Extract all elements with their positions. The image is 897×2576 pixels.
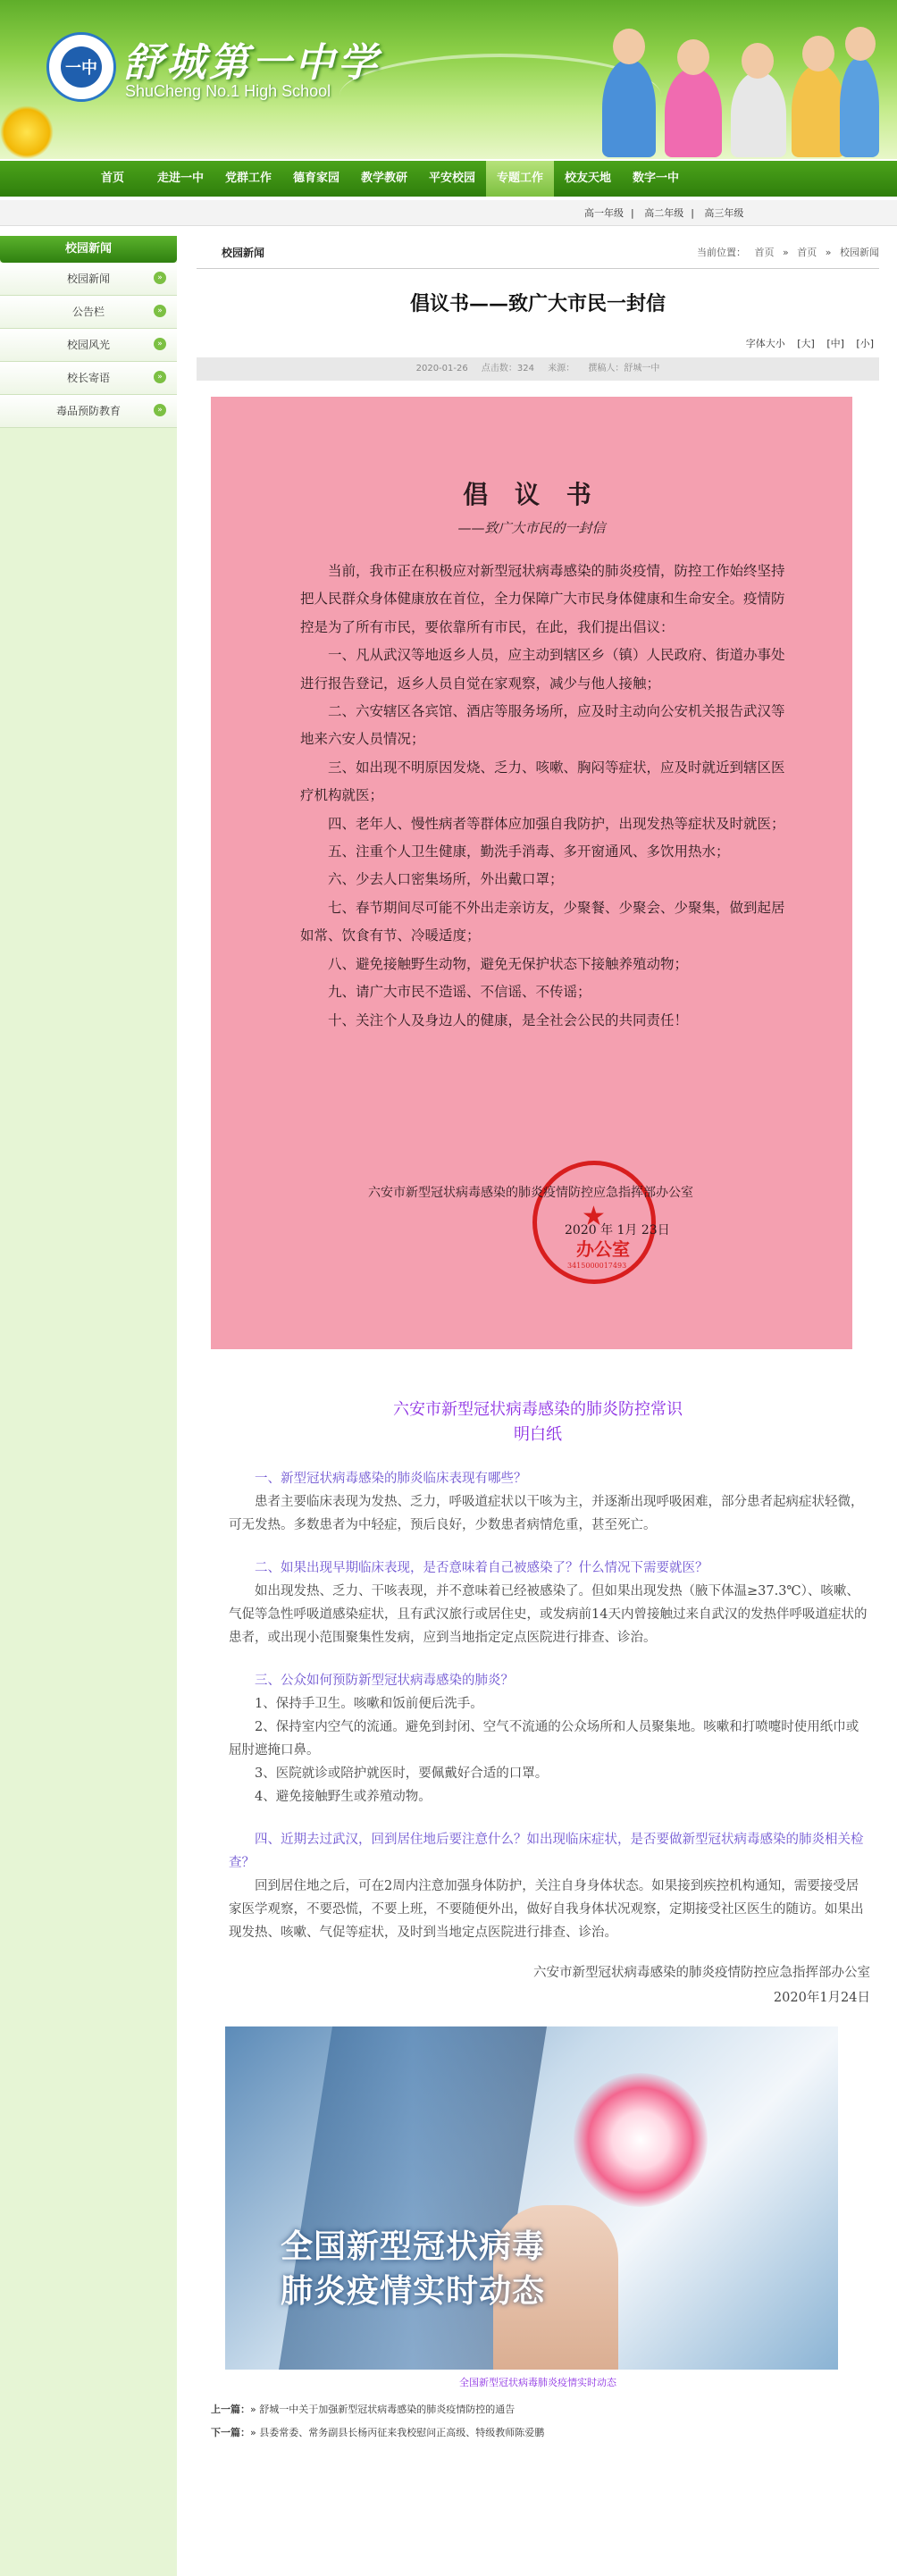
letter-paragraph: 一、凡从武汉等地返乡人员，应主动到辖区乡（镇）人民政府、街道办事处进行报告登记，返乡人员自觉在家观察，减少与他人接触； bbox=[300, 647, 785, 692]
list-item: 1、保持手卫生。咳嗽和饭前便后洗手。 bbox=[255, 1697, 483, 1711]
list-item: 4、避免接触野生或养殖动物。 bbox=[255, 1790, 432, 1804]
letter-paragraph: 十、关注个人及身边人的健康，是全社会公民的共同责任！ bbox=[328, 1011, 689, 1028]
main-nav bbox=[0, 161, 897, 197]
knowledge-title-line2: 明白纸 bbox=[514, 1425, 562, 1444]
article-date: 2020-01-26 bbox=[415, 364, 468, 373]
letter-date: 2020 年 1月 23日 bbox=[565, 1223, 670, 1238]
nav-item-moral[interactable]: 德育家园 bbox=[292, 172, 340, 185]
knowledge-body bbox=[229, 1467, 870, 1944]
epidemic-banner-image[interactable] bbox=[225, 2026, 838, 2370]
sidebar-item-label: 校园风光 bbox=[66, 339, 110, 351]
arrow-icon: » bbox=[154, 404, 166, 416]
sidebar-item-scenery[interactable] bbox=[0, 329, 177, 362]
breadcrumb-separator: » bbox=[825, 247, 832, 258]
answer-text: 回到居住地之后，可在2周内注意加强身体防护，关注自身身体状态。如果接到疾控机构通知，需要接受居家医学观察，不要恐慌，不要上班，不要随便外出，做好自我身体状况观察，定期接受社区医生的随访。如果出现发热、咳嗽、气促等症状，及时到当地定点医院进行排查、诊治。 bbox=[229, 1879, 864, 1940]
arrow-icon: » bbox=[154, 371, 166, 383]
font-size-small-button[interactable]: [小] bbox=[856, 338, 874, 349]
letter-paragraph: 四、老年人、慢性病者等群体应加强自我防护，出现发热等症状及时就医； bbox=[328, 815, 785, 832]
question-heading: 二、如果出现早期临床表现，是否意味着自己被感染了？什么情况下需要就医？ bbox=[255, 1561, 708, 1575]
letter-title: 倡 议 书 bbox=[463, 480, 600, 509]
next-label: 下一篇： bbox=[211, 2427, 250, 2438]
nav-item-party[interactable]: 党群工作 bbox=[224, 172, 272, 185]
letter-subtitle: ——致广大市民的一封信 bbox=[457, 520, 606, 536]
sidebar-item-label: 校长寄语 bbox=[66, 372, 110, 384]
question-heading: 三、公众如何预防新型冠状病毒感染的肺炎？ bbox=[255, 1674, 514, 1688]
sidebar-item-principal[interactable] bbox=[0, 362, 177, 395]
nav-item-digital[interactable]: 数字一中 bbox=[632, 172, 679, 185]
article-author: 撰稿人：舒城一中 bbox=[588, 364, 660, 373]
arrow-icon: » bbox=[154, 338, 166, 350]
subnav-grade-2[interactable]: 高二年级 bbox=[644, 207, 684, 219]
font-size-label: 字体大小 bbox=[745, 338, 785, 349]
prev-label: 上一篇： bbox=[211, 2404, 250, 2415]
letter-paragraph: 五、注重个人卫生健康，勤洗手消毒、多开窗通风、多饮用热水； bbox=[328, 843, 730, 860]
arrow-icon: » bbox=[154, 305, 166, 317]
breadcrumb-campus-news[interactable]: 校园新闻 bbox=[840, 247, 879, 258]
breadcrumb bbox=[692, 245, 879, 259]
letter-paragraph: 六、少去人口密集场所，外出戴口罩； bbox=[328, 871, 564, 888]
sidebar-item-campus-news[interactable] bbox=[0, 263, 177, 296]
article-views: 点击数：324 bbox=[481, 364, 535, 373]
prev-article bbox=[211, 2398, 879, 2421]
main-content bbox=[197, 236, 879, 2445]
chevron-right-icon: » bbox=[250, 2427, 256, 2438]
sidebar-title: 校园新闻 bbox=[0, 236, 177, 263]
letter-paragraph: 七、春节期间尽可能不外出走亲访友，少聚餐、少聚会、少聚集，做到起居如常、饮食有节、冷暖适度； bbox=[300, 899, 785, 944]
font-size-large-button[interactable]: [大] bbox=[797, 338, 815, 349]
breadcrumb-prefix: 当前位置： bbox=[697, 247, 747, 258]
breadcrumb-home[interactable]: 首页 bbox=[754, 247, 775, 258]
letter-paragraph: 二、六安辖区各宾馆、酒店等服务场所，应及时主动向公安机关报告武汉等地来六安人员情况； bbox=[300, 703, 785, 748]
sidebar bbox=[0, 236, 177, 2576]
stamp-text: 办公室 bbox=[576, 1238, 630, 1260]
star-icon: ★ bbox=[582, 1201, 606, 1232]
subnav-grade-3[interactable]: 高三年级 bbox=[704, 207, 744, 219]
sidebar-item-bulletin[interactable] bbox=[0, 296, 177, 329]
letter-paragraph: 三、如出现不明原因发烧、乏力、咳嗽、胸闷等症状，应及时就近到辖区医疗机构就医； bbox=[300, 759, 785, 804]
nav-item-home[interactable]: 首页 bbox=[100, 172, 124, 185]
section-title: 校园新闻 bbox=[222, 247, 265, 259]
prev-article-link[interactable]: 舒城一中关于加强新型冠状病毒感染的肺炎疫情防控的通告 bbox=[259, 2404, 516, 2415]
breadcrumb-separator: » bbox=[783, 247, 789, 258]
knowledge-title-line1: 六安市新型冠状病毒感染的肺炎防控常识 bbox=[393, 1400, 683, 1419]
site-header bbox=[0, 0, 897, 159]
article-source: 来源： bbox=[548, 364, 575, 373]
image-caption[interactable]: 全国新型冠状病毒肺炎疫情实时动态 bbox=[459, 2377, 616, 2388]
article-meta bbox=[197, 357, 879, 381]
font-size-controls bbox=[197, 336, 879, 350]
nav-item-about[interactable]: 走进一中 bbox=[156, 172, 204, 185]
letter-paragraph: 九、请广大市民不造谣、不信谣、不传谣； bbox=[328, 984, 591, 1001]
knowledge-signature-block bbox=[197, 1960, 870, 2010]
list-item: 3、医院就诊或陪护就医时，要佩戴好合适的口罩。 bbox=[255, 1766, 549, 1781]
nav-item-special[interactable]: 专题工作 bbox=[486, 161, 554, 197]
sidebar-item-label: 校园新闻 bbox=[66, 273, 110, 285]
subnav-grade-1[interactable]: 高一年级 bbox=[584, 207, 624, 219]
next-article bbox=[211, 2421, 879, 2445]
sidebar-item-drug-prevention[interactable] bbox=[0, 395, 177, 428]
students-photo bbox=[584, 23, 879, 157]
answer-text: 如出现发热、乏力、干咳表现，并不意味着已经被感染了。但如果出现发热（腋下体温≥37.3℃）、咳嗽、气促等急性呼吸道感染症状，且有武汉旅行或居住史，或发病前14天内曾接触过来自武汉的发热伴呼吸道症状的患者，或出现小范围聚集性发病，应到当地指定定点医院进行排查、诊治。 bbox=[229, 1584, 868, 1645]
article-title: 倡议书——致广大市民一封信 bbox=[409, 292, 666, 315]
letter-body bbox=[300, 558, 790, 1035]
sidebar-item-label: 毒品预防教育 bbox=[55, 405, 121, 417]
letter-signature: 六安市新型冠状病毒感染的肺炎疫情防控应急指挥部办公室 bbox=[368, 1186, 693, 1200]
next-article-link[interactable]: 县委常委、常务副县长杨丙征来我校慰问正高级、特级教师陈爱鹏 bbox=[259, 2427, 545, 2438]
breadcrumb-home-2[interactable]: 首页 bbox=[797, 247, 817, 258]
knowledge-signature: 六安市新型冠状病毒感染的肺炎疫情防控应急指挥部办公室 bbox=[533, 1966, 870, 1980]
question-heading: 四、近期去过武汉，回到居住地后要注意什么？如出现临床症状，是否要做新型冠状病毒感染的肺炎相关检查？ bbox=[229, 1833, 864, 1870]
school-logo[interactable] bbox=[46, 32, 116, 102]
letter-image bbox=[211, 397, 852, 1349]
sub-nav: 高一年级 | 高二年级 | 高三年级 bbox=[0, 200, 897, 226]
school-name-en: ShuCheng No.1 High School bbox=[125, 82, 331, 100]
school-name: 舒城第一中学 bbox=[123, 40, 381, 86]
logo-text: 一中 bbox=[61, 46, 102, 88]
banner-text-line2: 肺炎疫情实时动态 bbox=[281, 2273, 546, 2310]
nav-item-safety[interactable]: 平安校园 bbox=[428, 172, 475, 185]
arrow-icon: » bbox=[154, 272, 166, 284]
knowledge-date: 2020年1月24日 bbox=[773, 1991, 870, 2005]
font-size-medium-button[interactable]: [中] bbox=[826, 338, 844, 349]
letter-paragraph: 当前，我市正在积极应对新型冠状病毒感染的肺炎疫情，防控工作始终坚持把人民群众身体健康放在首位，全力保障广大市民身体健康和生命安全。疫情防控是为了所有市民，要依靠所有市民，在此，我们提出倡议： bbox=[300, 563, 785, 635]
letter-paragraph: 八、避免接触野生动物，避免无保护状态下接触养殖动物； bbox=[328, 955, 689, 972]
nav-item-alumni[interactable]: 校友天地 bbox=[564, 172, 611, 185]
virus-icon bbox=[574, 2073, 708, 2207]
question-heading: 一、新型冠状病毒感染的肺炎临床表现有哪些？ bbox=[255, 1472, 527, 1486]
banner-text-line1: 全国新型冠状病毒 bbox=[281, 2228, 546, 2265]
sidebar-item-label: 公告栏 bbox=[71, 306, 105, 318]
answer-text: 患者主要临床表现为发热、乏力，呼吸道症状以干咳为主，并逐渐出现呼吸困难，部分患者起病症状轻微，可无发热。多数患者为中轻症，预后良好，少数患者病情危重，甚至死亡。 bbox=[229, 1495, 864, 1532]
chevron-right-icon: » bbox=[250, 2404, 256, 2415]
knowledge-title bbox=[197, 1397, 879, 1447]
list-item: 2、保持室内空气的流通。避免到封闭、空气不流通的公众场所和人员聚集地。咳嗽和打喷嚏时使用纸巾或屈肘遮掩口鼻。 bbox=[229, 1720, 859, 1758]
nav-item-teaching[interactable]: 教学教研 bbox=[360, 172, 407, 185]
main-header bbox=[197, 236, 879, 269]
stamp-code: 3415000017493 bbox=[567, 1262, 627, 1270]
sun-decoration bbox=[0, 105, 54, 159]
